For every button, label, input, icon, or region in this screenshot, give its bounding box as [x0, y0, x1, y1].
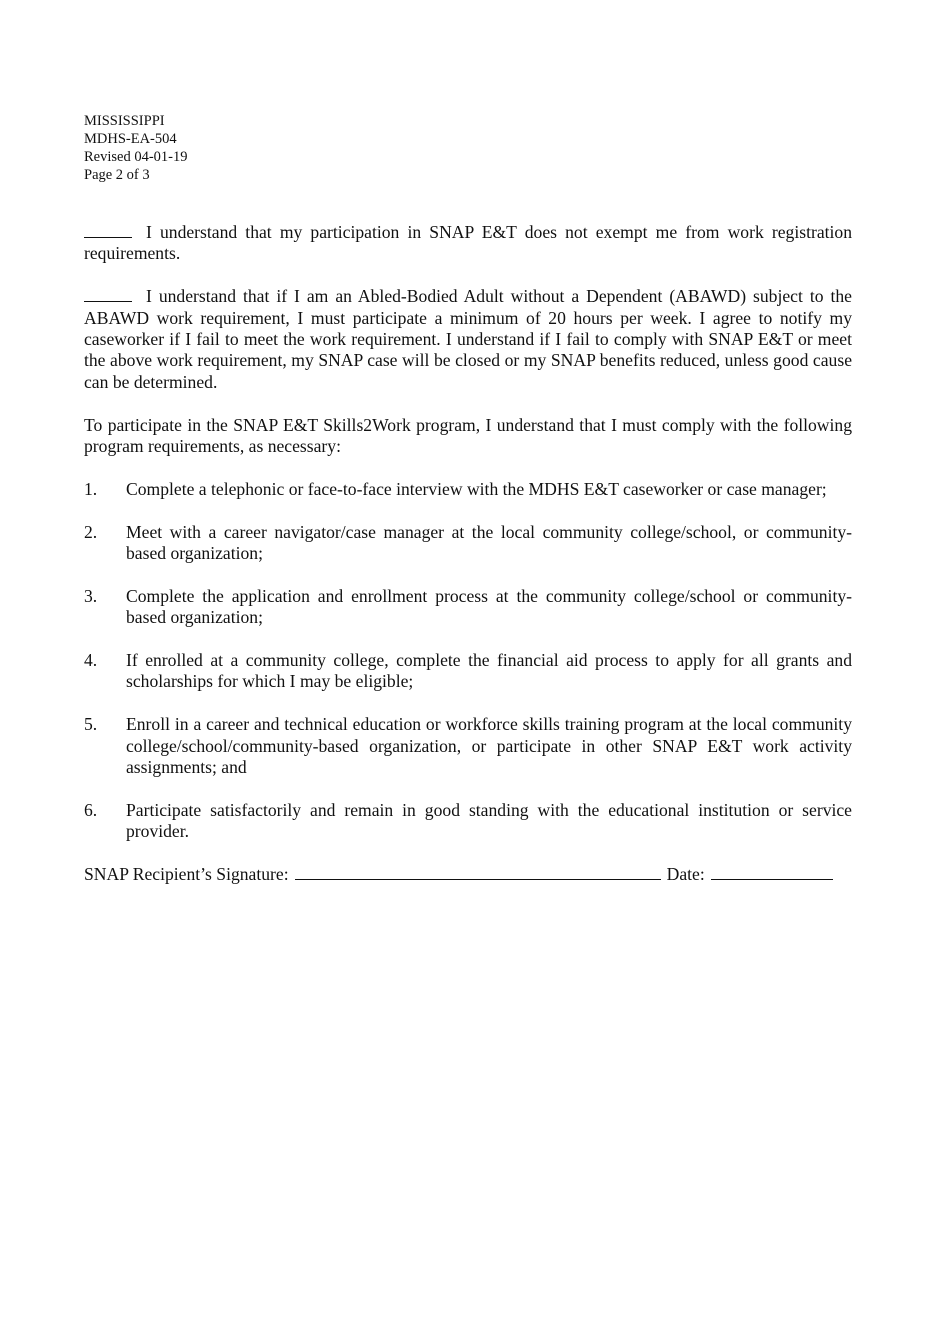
list-text: Participate satisfactorily and remain in good standing with the educational institution or service provider. — [126, 799, 852, 842]
date-field[interactable] — [711, 865, 833, 880]
requirements-list — [84, 479, 852, 843]
signature-line — [84, 864, 852, 885]
list-text: Complete a telephonic or face-to-face interview with the MDHS E&T caseworker or case manager; — [126, 478, 827, 499]
signature-field[interactable] — [295, 865, 661, 880]
list-item — [84, 650, 852, 693]
revision-date: Revised 04-01-19 — [84, 149, 188, 165]
date-label: Date: — [666, 864, 705, 885]
page-number: Page 2 of 3 — [84, 167, 150, 183]
initial-blank-1[interactable] — [84, 223, 132, 238]
document-page — [84, 112, 852, 885]
list-number: 5. — [84, 714, 98, 735]
list-number: 6. — [84, 799, 98, 820]
signature-label: SNAP Recipient’s Signature: — [84, 864, 289, 885]
statement-abawd — [84, 286, 852, 393]
list-item — [84, 586, 852, 629]
list-number: 3. — [84, 585, 98, 606]
list-item — [84, 522, 852, 565]
form-id: MDHS-EA-504 — [84, 131, 177, 147]
list-item — [84, 479, 852, 500]
initial-blank-2[interactable] — [84, 287, 132, 302]
list-item — [84, 714, 852, 778]
statement-text: I understand that my participation in SNAP E&T does not exempt me from work registration requirements. — [84, 222, 852, 264]
list-number: 1. — [84, 478, 98, 499]
form-header — [84, 112, 852, 184]
list-number: 4. — [84, 650, 98, 671]
requirements-intro: To participate in the SNAP E&T Skills2Work program, I understand that I must comply with the following program requirements, as necessary: — [84, 414, 852, 457]
statement-work-registration — [84, 222, 852, 265]
state-name: MISSISSIPPI — [84, 113, 165, 129]
list-number: 2. — [84, 521, 98, 542]
list-text: Enroll in a career and technical education or workforce skills training program at the local community college/school/community-based organization, or participate in other SNAP E&T work activity assignments; and — [126, 714, 852, 778]
list-text: Meet with a career navigator/case manager at the local community college/school, or community-based organization; — [126, 521, 852, 564]
list-item — [84, 800, 852, 843]
statement-text: I understand that if I am an Abled-Bodied Adult without a Dependent (ABAWD) subject to the ABAWD work requirement, I must participate a minimum of 20 hours per week. I agree to notify my caseworker if I fail to meet the work requirement. I understand if I fail to comply with SNAP E&T or meet the above work requirement, my SNAP case will be closed or my SNAP benefits reduced, unless good cause can be determined. — [84, 286, 852, 392]
list-text: If enrolled at a community college, complete the financial aid process to apply for all grants and scholarships for which I may be eligible; — [126, 650, 852, 692]
list-text: Complete the application and enrollment process at the community college/school or community-based organization; — [126, 585, 852, 628]
